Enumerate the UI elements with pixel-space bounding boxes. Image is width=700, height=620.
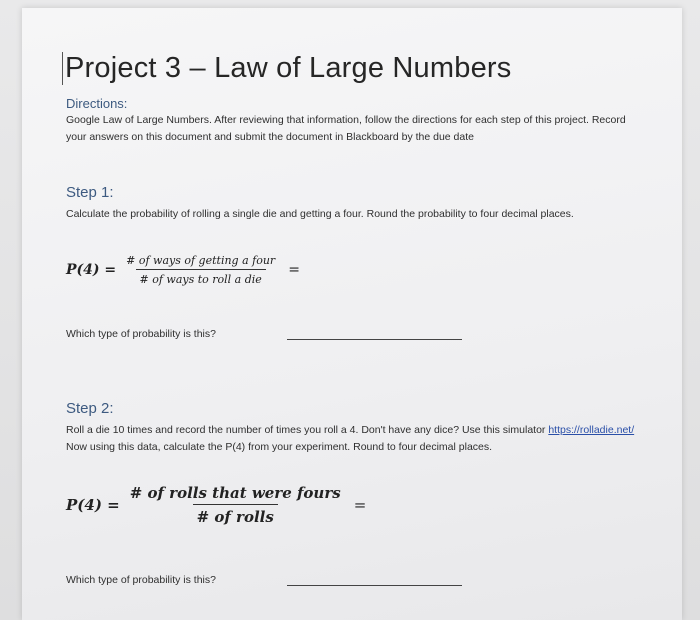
formula-lhs: P(4) = <box>66 496 120 514</box>
formula-equals: = <box>353 496 367 514</box>
step1-text: Calculate the probability of rolling a single die and getting a four. Round the probability to four decimal places. <box>66 208 574 220</box>
formula-numerator: # of ways of getting a four <box>126 254 276 267</box>
page-title: Project 3 – Law of Large Numbers <box>62 52 511 85</box>
step2-text <box>66 422 651 456</box>
step2-formula <box>66 484 369 526</box>
formula-fraction <box>122 254 279 286</box>
step1-heading: Step 1: <box>66 184 114 201</box>
step2-heading: Step 2: <box>66 400 114 417</box>
formula-lhs: P(4) = <box>66 262 117 278</box>
step2-text-after-link: Now using this data, calculate the P(4) from your experiment. Round to four decimal places. <box>66 441 493 453</box>
step2-text-before-link: Roll a die 10 times and record the number of times you roll a 4. Don't have any dice? Use this simulator <box>66 424 546 436</box>
step2-answer-line[interactable] <box>287 585 462 586</box>
formula-numerator: # of rolls that were fours <box>129 484 341 502</box>
step1-question: Which type of probability is this? <box>66 328 216 340</box>
directions-heading: Directions: <box>66 96 128 111</box>
step2-question: Which type of probability is this? <box>66 574 216 586</box>
formula-equals: = <box>288 262 300 278</box>
formula-fraction <box>126 484 345 526</box>
step1-formula <box>66 254 303 286</box>
formula-denominator: # of rolls <box>193 504 278 526</box>
directions-text: Google Law of Large Numbers. After reviewing that information, follow the directions for each step of this project. Record your answers on this document and submit the document in Blackboard by the due date <box>66 114 626 143</box>
simulator-link[interactable]: https://rolladie.net/ <box>548 424 635 436</box>
document-page <box>22 8 682 620</box>
step1-answer-line[interactable] <box>287 339 462 340</box>
formula-denominator: # of ways to roll a die <box>136 269 266 286</box>
